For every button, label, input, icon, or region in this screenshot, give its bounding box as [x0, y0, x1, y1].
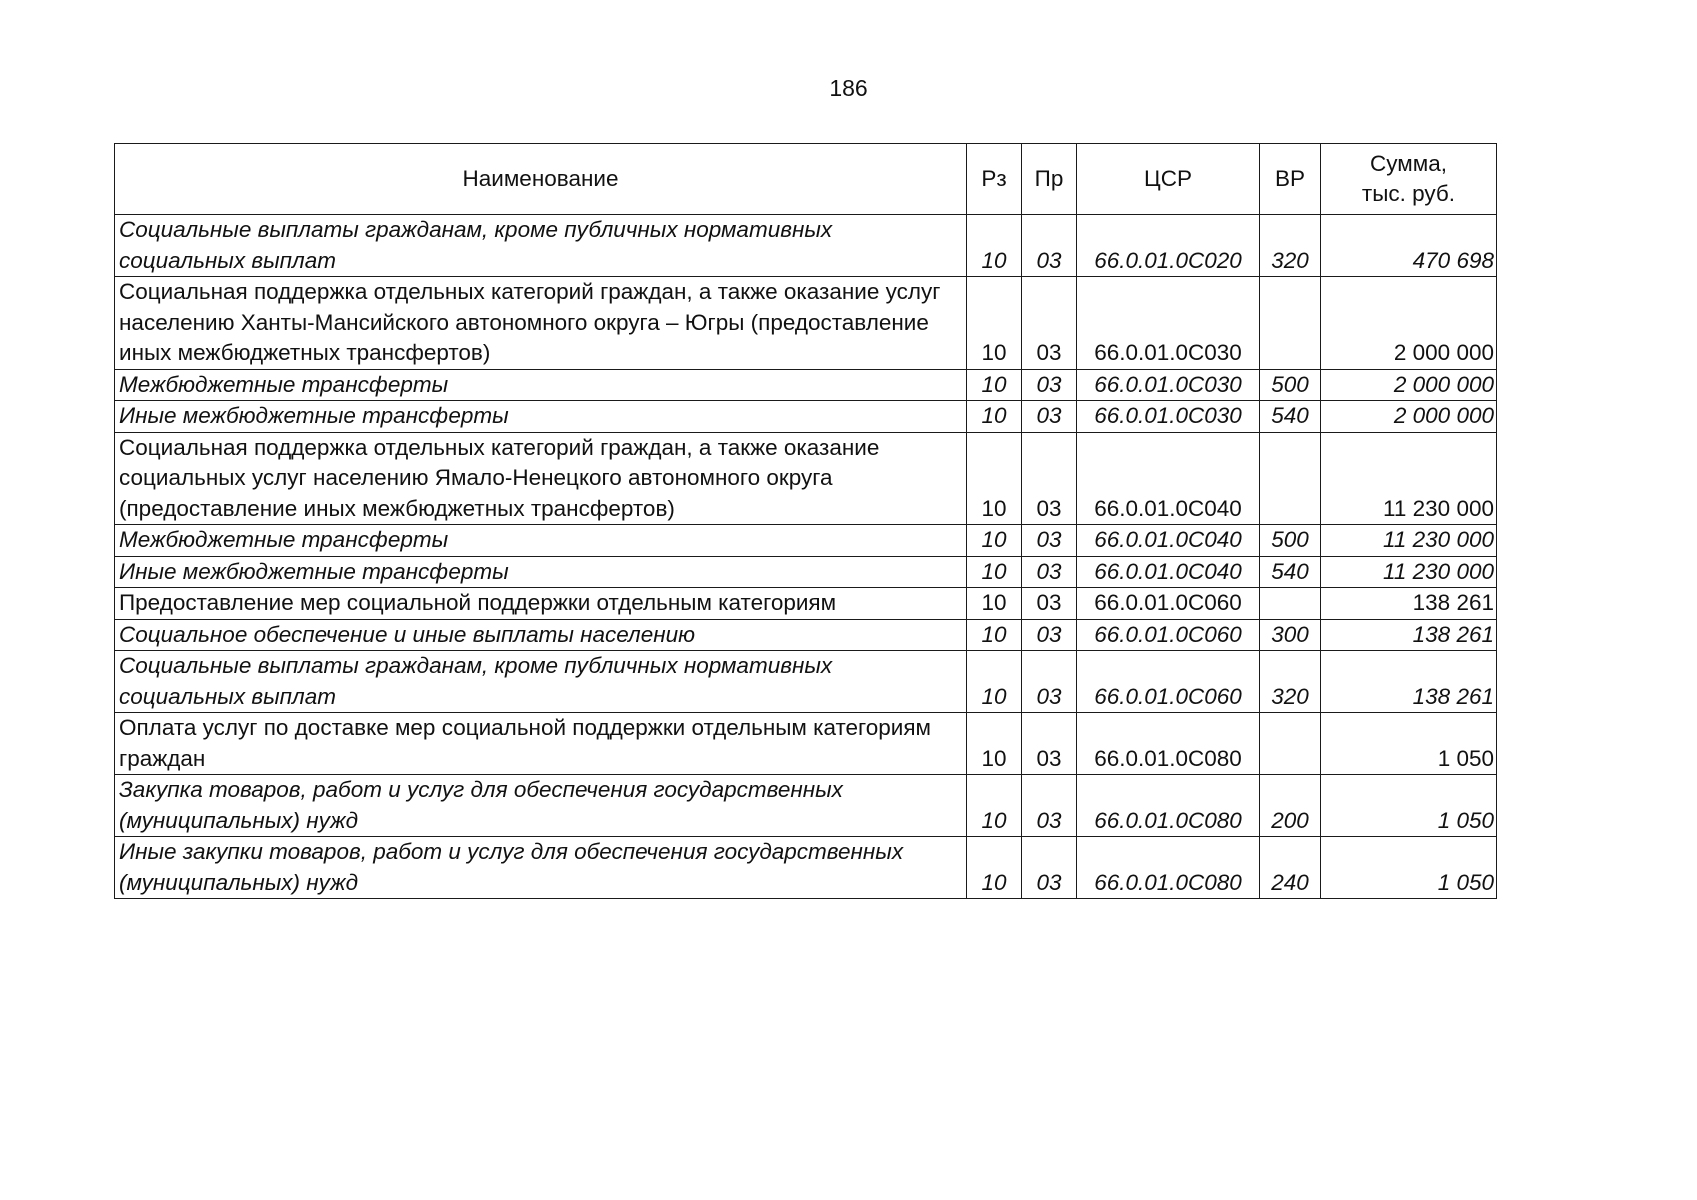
table-row	[115, 215, 1497, 277]
cell-pr: 03	[1022, 651, 1077, 713]
cell-sum: 138 261	[1321, 588, 1497, 620]
cell-vr: 500	[1260, 525, 1321, 557]
cell-csr: 66.0.01.0С040	[1077, 432, 1260, 525]
cell-sum: 11 230 000	[1321, 525, 1497, 557]
cell-vr	[1260, 588, 1321, 620]
table-row	[115, 277, 1497, 370]
cell-name: Социальные выплаты гражданам, кроме публичных нормативных социальных выплат	[115, 651, 967, 713]
table-row	[115, 369, 1497, 401]
cell-pr: 03	[1022, 713, 1077, 775]
cell-pr: 03	[1022, 369, 1077, 401]
cell-sum: 1 050	[1321, 837, 1497, 899]
cell-rz: 10	[967, 713, 1022, 775]
cell-pr: 03	[1022, 775, 1077, 837]
cell-sum: 138 261	[1321, 651, 1497, 713]
cell-rz: 10	[967, 588, 1022, 620]
cell-name: Межбюджетные трансферты	[115, 525, 967, 557]
cell-sum: 11 230 000	[1321, 556, 1497, 588]
cell-pr: 03	[1022, 619, 1077, 651]
cell-rz: 10	[967, 401, 1022, 433]
cell-sum: 2 000 000	[1321, 401, 1497, 433]
cell-sum: 470 698	[1321, 215, 1497, 277]
cell-vr: 500	[1260, 369, 1321, 401]
cell-csr: 66.0.01.0С030	[1077, 401, 1260, 433]
cell-vr: 540	[1260, 401, 1321, 433]
cell-name: Социальное обеспечение и иные выплаты населению	[115, 619, 967, 651]
cell-vr: 300	[1260, 619, 1321, 651]
table-row	[115, 525, 1497, 557]
cell-name: Иные межбюджетные трансферты	[115, 556, 967, 588]
cell-csr: 66.0.01.0С040	[1077, 556, 1260, 588]
cell-pr: 03	[1022, 525, 1077, 557]
cell-pr: 03	[1022, 837, 1077, 899]
cell-vr	[1260, 713, 1321, 775]
cell-rz: 10	[967, 277, 1022, 370]
cell-pr: 03	[1022, 556, 1077, 588]
cell-csr: 66.0.01.0С080	[1077, 775, 1260, 837]
cell-name: Оплата услуг по доставке мер социальной поддержки отдельным категориям граждан	[115, 713, 967, 775]
header-sum-line2: тыс. руб.	[1361, 181, 1456, 206]
cell-csr: 66.0.01.0С030	[1077, 277, 1260, 370]
table-row	[115, 713, 1497, 775]
table-row	[115, 556, 1497, 588]
cell-name: Социальная поддержка отдельных категорий граждан, а также оказание услуг населению Ханты-Мансийского автономного округа – Югры (предоставление иных межбюджетных трансфертов)	[115, 277, 967, 370]
cell-csr: 66.0.01.0С060	[1077, 651, 1260, 713]
header-rz: Рз	[967, 144, 1022, 215]
cell-vr: 200	[1260, 775, 1321, 837]
table-row	[115, 651, 1497, 713]
cell-rz: 10	[967, 369, 1022, 401]
cell-csr: 66.0.01.0С060	[1077, 619, 1260, 651]
cell-csr: 66.0.01.0С060	[1077, 588, 1260, 620]
cell-csr: 66.0.01.0С080	[1077, 837, 1260, 899]
cell-csr: 66.0.01.0С040	[1077, 525, 1260, 557]
cell-csr: 66.0.01.0С030	[1077, 369, 1260, 401]
cell-rz: 10	[967, 556, 1022, 588]
cell-rz: 10	[967, 837, 1022, 899]
cell-pr: 03	[1022, 401, 1077, 433]
cell-rz: 10	[967, 619, 1022, 651]
header-csr: ЦСР	[1077, 144, 1260, 215]
cell-rz: 10	[967, 775, 1022, 837]
header-sum-line1: Сумма,	[1370, 151, 1447, 176]
cell-vr: 540	[1260, 556, 1321, 588]
cell-pr: 03	[1022, 277, 1077, 370]
cell-sum: 2 000 000	[1321, 369, 1497, 401]
cell-vr	[1260, 277, 1321, 370]
cell-csr: 66.0.01.0С080	[1077, 713, 1260, 775]
cell-sum: 2 000 000	[1321, 277, 1497, 370]
cell-sum: 1 050	[1321, 713, 1497, 775]
cell-rz: 10	[967, 215, 1022, 277]
cell-name: Социальные выплаты гражданам, кроме публичных нормативных социальных выплат	[115, 215, 967, 277]
cell-vr	[1260, 432, 1321, 525]
cell-csr: 66.0.01.0С020	[1077, 215, 1260, 277]
cell-rz: 10	[967, 432, 1022, 525]
cell-name: Закупка товаров, работ и услуг для обеспечения государственных (муниципальных) нужд	[115, 775, 967, 837]
cell-name: Межбюджетные трансферты	[115, 369, 967, 401]
cell-vr: 320	[1260, 215, 1321, 277]
cell-rz: 10	[967, 525, 1022, 557]
cell-vr: 320	[1260, 651, 1321, 713]
cell-name: Иные межбюджетные трансферты	[115, 401, 967, 433]
table-row	[115, 837, 1497, 899]
table-row	[115, 588, 1497, 620]
cell-pr: 03	[1022, 588, 1077, 620]
cell-sum: 138 261	[1321, 619, 1497, 651]
cell-name: Иные закупки товаров, работ и услуг для обеспечения государственных (муниципальных) нужд	[115, 837, 967, 899]
cell-pr: 03	[1022, 215, 1077, 277]
header-vr: ВР	[1260, 144, 1321, 215]
table-row	[115, 619, 1497, 651]
header-name: Наименование	[115, 144, 967, 215]
page-number: 186	[829, 75, 868, 101]
table-row	[115, 432, 1497, 525]
table-body	[115, 215, 1497, 899]
table-row	[115, 775, 1497, 837]
cell-rz: 10	[967, 651, 1022, 713]
cell-name: Предоставление мер социальной поддержки отдельным категориям	[115, 588, 967, 620]
table-header-row	[115, 144, 1497, 215]
cell-vr: 240	[1260, 837, 1321, 899]
cell-pr: 03	[1022, 432, 1077, 525]
cell-sum: 11 230 000	[1321, 432, 1497, 525]
table-row	[115, 401, 1497, 433]
header-sum	[1321, 144, 1497, 215]
header-pr: Пр	[1022, 144, 1077, 215]
cell-name: Социальная поддержка отдельных категорий граждан, а также оказание социальных услуг населению Ямало-Ненецкого автономного округа (предоставление иных межбюджетных трансфертов)	[115, 432, 967, 525]
cell-sum: 1 050	[1321, 775, 1497, 837]
budget-table	[114, 143, 1497, 899]
